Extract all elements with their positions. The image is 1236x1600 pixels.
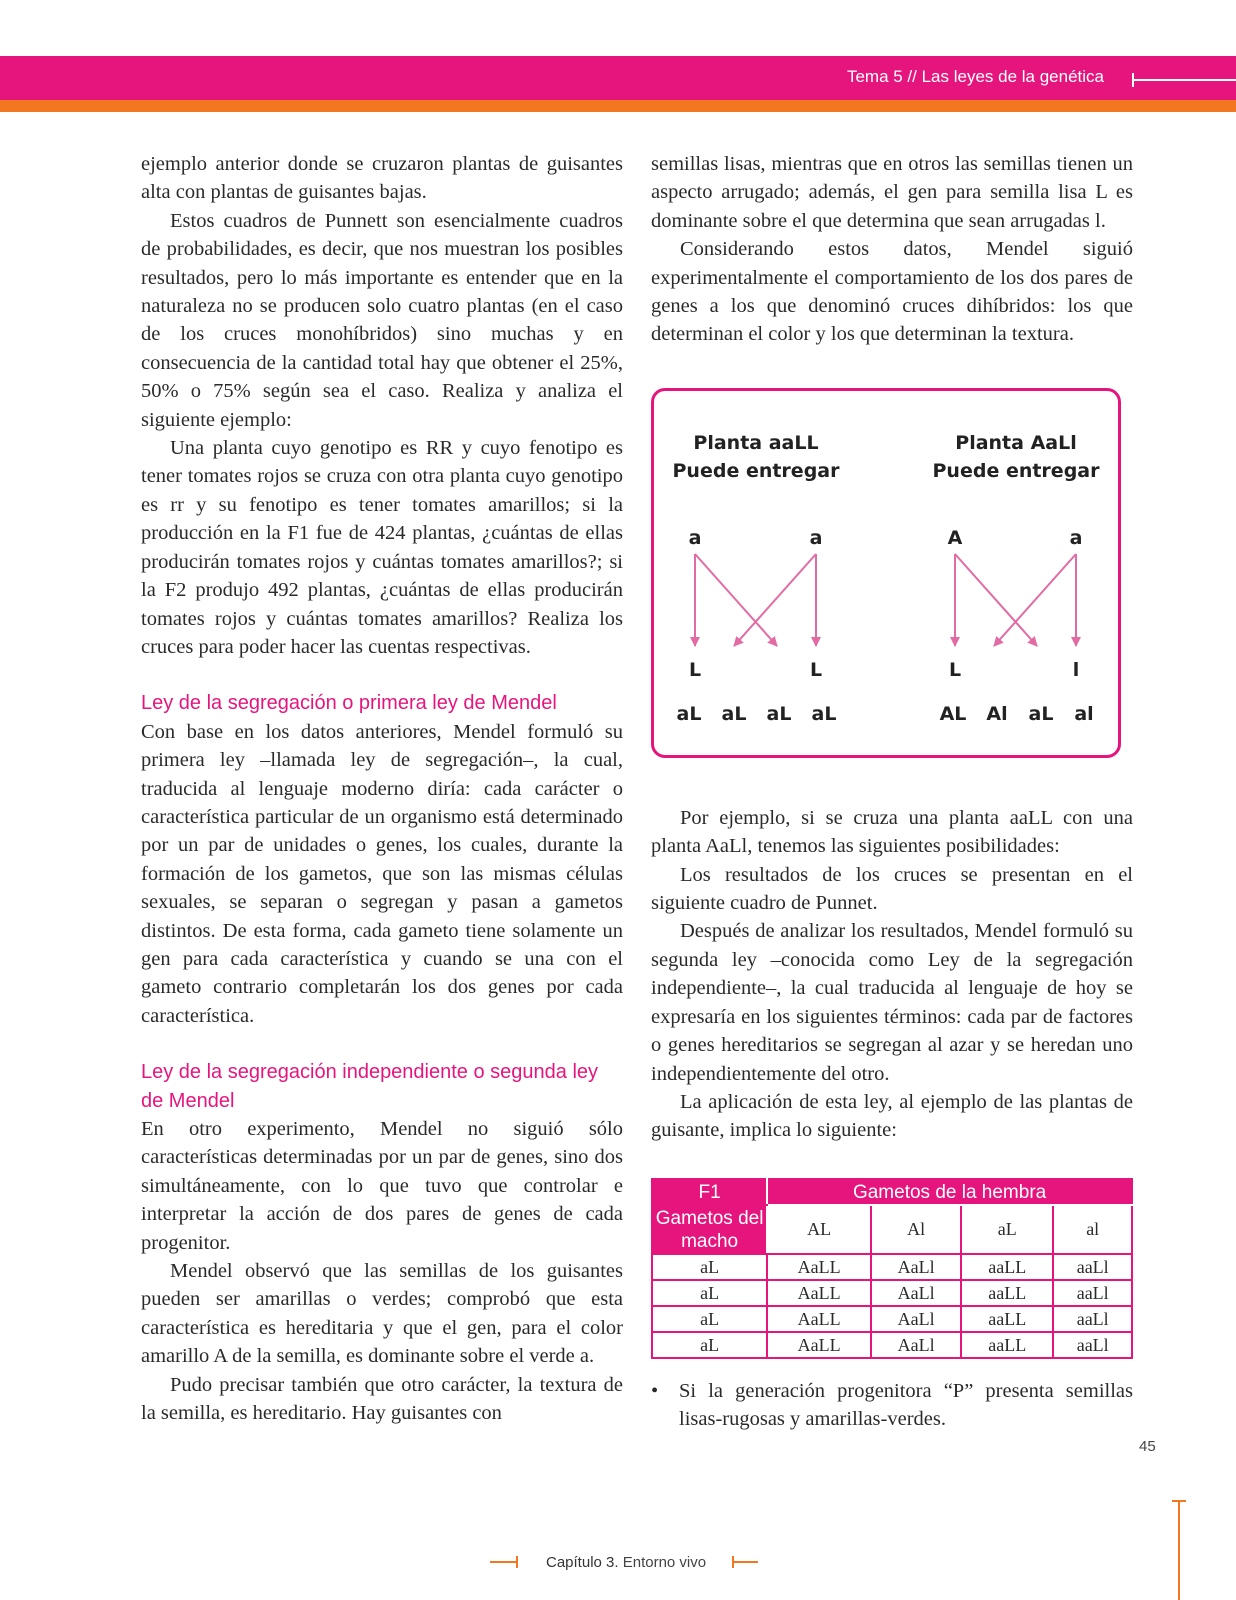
table-cell: AaLL: [767, 1306, 871, 1332]
footer-rule-left: [490, 1561, 518, 1563]
table-cell: aaLl: [1053, 1280, 1132, 1306]
bullet-text: Si la generación progenitora “P” presenta semillas lisas-rugosas y amarillas-verdes.: [679, 1379, 1133, 1431]
table-cell: aaLL: [961, 1280, 1053, 1306]
header-title: Tema 5 // Las leyes de la genética: [846, 67, 1104, 86]
gamete-combo: AL: [939, 702, 967, 725]
right-column: [651, 150, 1133, 1434]
column-header: Al: [871, 1205, 961, 1254]
diagram-left-subtitle: Puede entregar: [672, 459, 840, 482]
table-row: [652, 1306, 1132, 1332]
column-header: al: [1053, 1205, 1132, 1254]
allele-label: a: [688, 526, 702, 549]
section-heading: Ley de la segregación o primera ley de Mendel: [141, 692, 557, 715]
paragraph: Estos cuadros de Punnett son esencialmente cuadros de probabilidades, es decir, que nos muestran los posibles resultados, pero lo más importante es entender que en la naturaleza no se producen solo cuatro plantas (en el caso de los cruces monohíbridos) sino muchas y en consecuencia de la cantidad total hay que obtener el 25%, 50% o 75% según sea el caso. Realiza y analiza el siguiente ejemplo:: [141, 209, 623, 431]
gamete-combo: aL: [721, 702, 747, 725]
paragraph: La aplicación de esta ley, al ejemplo de las plantas de guisante, implica lo siguiente:: [651, 1090, 1133, 1142]
diagram-right-title: Planta AaLl: [955, 431, 1077, 454]
table-cell: AaLL: [767, 1254, 871, 1280]
paragraph: En otro experimento, Mendel no siguió sólo características determinadas por un par de genes, sino dos simultáneamente, con lo que tuvo que controlar e interpretar la acción de dos pares de genes de cada progenitor.: [141, 1118, 623, 1254]
gamete-combo: aL: [1028, 702, 1054, 725]
male-gametes-header: Gametos del macho: [652, 1205, 767, 1254]
paragraph: semillas lisas, mientras que en otros las semillas tienen un aspecto arrugado; además, el gen para semilla lisa L es dominante sobre el que determina que sean arrugadas l.: [651, 153, 1133, 232]
header-rule: [1134, 79, 1236, 81]
table-cell: AaLl: [871, 1306, 961, 1332]
allele-label: l: [1072, 658, 1080, 681]
gamete-diagram: [651, 388, 1121, 758]
allele-label: a: [809, 526, 823, 549]
diagram-right-subtitle: Puede entregar: [932, 459, 1100, 482]
table-cell: AaLl: [871, 1280, 961, 1306]
table-cell: aaLL: [961, 1254, 1053, 1280]
column-header: aL: [961, 1205, 1053, 1254]
paragraph: Considerando estos datos, Mendel siguió experimentalmente el comportamiento de los dos pares de genes a los que denominó cruces dihíbridos: los que determinan el color y los que determinan la textura.: [651, 238, 1133, 346]
row-header: aL: [652, 1332, 767, 1358]
table-cell: AaLL: [767, 1332, 871, 1358]
gamete-combo: aL: [676, 702, 702, 725]
paragraph: Los resultados de los cruces se presentan en el siguiente cuadro de Punnet.: [651, 863, 1133, 915]
table-cell: aaLL: [961, 1306, 1053, 1332]
paragraph: Una planta cuyo genotipo es RR y cuyo fenotipo es tener tomates rojos se cruza con otra planta cuyo genotipo es rr y su fenotipo es tener tomates amarillos; si la producción en la F1 fue de 424 plantas, ¿cuántas de ellas producirán tomates rojos y cuántas tomates amarillos?; si la F2 produjo 492 plantas, ¿cuántas de ellas producirán tomates rojos y cuántas tomates amarillos? Realiza los cruces para poder hacer las cuentas respectivas.: [141, 437, 623, 658]
left-column: [141, 150, 623, 1427]
allele-label: L: [688, 658, 702, 681]
footer: [546, 1554, 706, 1571]
table-cell: AaLl: [871, 1332, 961, 1358]
gamete-combo: Al: [986, 702, 1008, 725]
footer-rule-right: [732, 1561, 758, 1563]
bullet-item: [651, 1377, 1133, 1434]
section-heading: Ley de la segregación independiente o segunda ley de Mendel: [141, 1061, 599, 1112]
row-header: aL: [652, 1254, 767, 1280]
page-number: 45: [1139, 1438, 1156, 1455]
paragraph: Después de analizar los resultados, Mendel formuló su segunda ley –conocida como Ley de la segregación independiente–, la cual traducida al lenguaje de hoy se expresaría en los siguientes términos: cada par de factores o genes hereditarios se segregan al azar y se heredan uno independientemente del otro.: [651, 920, 1133, 1085]
female-gametes-header: Gametos de la hembra: [767, 1179, 1132, 1205]
header-stripe: [0, 100, 1236, 112]
allele-label: A: [947, 526, 963, 549]
allele-label: a: [1069, 526, 1083, 549]
allele-label: L: [948, 658, 962, 681]
gamete-combo: al: [1074, 702, 1094, 725]
table-cell: aaLl: [1053, 1254, 1132, 1280]
footer-tick-left: [516, 1556, 518, 1568]
table-row: [652, 1280, 1132, 1306]
paragraph: Con base en los datos anteriores, Mendel formuló su primera ley –llamada ley de segregación–, la cual, traducida al lenguaje moderno diría: cada carácter o característica particular de un organismo está determinado por un par de unidades o genes, los cuales, durante la formación de los gametos, que son las mismas células sexuales, se separan o segregan y pasan a gametos distintos. De esta forma, cada gameto tiene solamente un gen para cada característica y cuando se una con el gameto contrario completarán los dos genes por cada característica.: [141, 720, 623, 1027]
paragraph: ejemplo anterior donde se cruzaron plantas de guisantes alta con plantas de guisantes bajas.: [141, 153, 623, 204]
table-cell: aaLl: [1053, 1306, 1132, 1332]
bullet-icon: •: [651, 1379, 659, 1402]
gamete-combo: aL: [811, 702, 837, 725]
row-header: aL: [652, 1280, 767, 1306]
table-cell: AaLL: [767, 1280, 871, 1306]
side-rule: [1178, 1500, 1180, 1600]
table-row: [652, 1254, 1132, 1280]
footer-chapter-name: Entorno vivo: [622, 1554, 707, 1571]
column-header: AL: [767, 1205, 871, 1254]
table-cell: aaLL: [961, 1332, 1053, 1358]
allele-label: L: [809, 658, 823, 681]
punnett-table: [651, 1178, 1133, 1359]
paragraph: Mendel observó que las semillas de los guisantes pueden ser amarillas o verdes; comprobó que esta característica es hereditaria y que el gen, para el color amarillo A de la semilla, es dominante sobre el verde a.: [141, 1260, 623, 1368]
paragraph: Pudo precisar también que otro carácter, la textura de la semilla, es hereditario. Hay guisantes con: [141, 1373, 623, 1425]
diagram-left-title: Planta aaLL: [693, 431, 819, 454]
gamete-combo: aL: [766, 702, 792, 725]
table-corner: F1: [652, 1179, 767, 1205]
footer-chapter: Capítulo 3.: [546, 1554, 619, 1571]
table-row: [652, 1332, 1132, 1358]
paragraph: Por ejemplo, si se cruza una planta aaLL con una planta AaLl, tenemos las siguientes posibilidades:: [651, 806, 1133, 858]
table-cell: aaLl: [1053, 1332, 1132, 1358]
row-header: aL: [652, 1306, 767, 1332]
table-cell: AaLl: [871, 1254, 961, 1280]
